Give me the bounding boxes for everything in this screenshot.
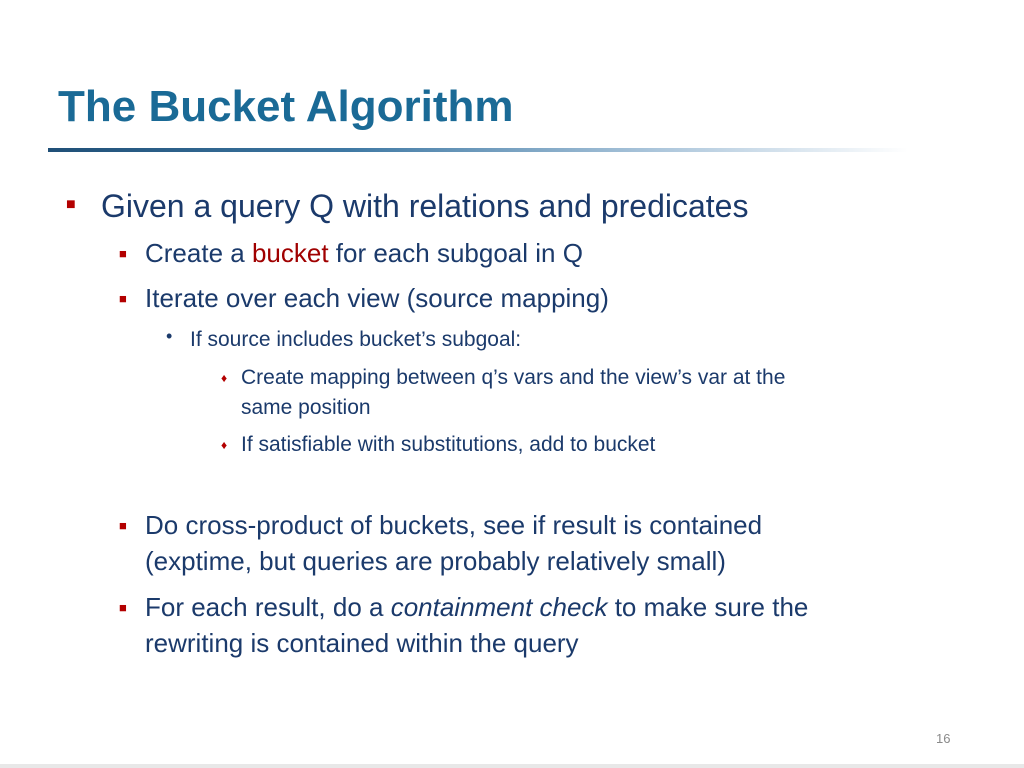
square-bullet-icon: ■	[119, 246, 127, 261]
bullet-for-each-result-1	[145, 592, 808, 623]
slide-title: The Bucket Algorithm	[58, 82, 514, 131]
bullet-cross-product-2: (exptime, but queries are probably relatively small)	[145, 546, 726, 576]
title-underline	[48, 148, 908, 152]
bottom-band	[0, 764, 1024, 768]
page-number: 16	[936, 731, 951, 746]
square-bullet-icon: ■	[119, 291, 127, 306]
foreach-suffix: to make sure the	[607, 592, 809, 622]
square-bullet-icon: ■	[119, 600, 127, 615]
bullet-given-query: Given a query Q with relations and predicates	[101, 188, 749, 224]
bullet-for-each-result-2: rewriting is contained within the query	[145, 628, 579, 658]
square-bullet-icon: ■	[119, 518, 127, 533]
square-bullet-icon: ■	[66, 196, 76, 213]
bucket-term: bucket	[251, 238, 329, 268]
bullet-create-bucket	[145, 238, 583, 269]
bullet-create-mapping-1: Create mapping between q’s vars and the view’s var at the	[241, 366, 786, 389]
bullet-if-source: If source includes bucket’s subgoal:	[190, 328, 522, 351]
bullet-iterate-views: Iterate over each view (source mapping)	[145, 283, 609, 313]
create-prefix: Create a	[145, 238, 252, 268]
diamond-bullet-icon: ♦	[221, 371, 228, 385]
containment-check-term: containment check	[390, 592, 608, 622]
diamond-bullet-icon: ♦	[221, 438, 228, 452]
bullet-cross-product-1: Do cross-product of buckets, see if result is contained	[145, 510, 763, 540]
dot-bullet-icon: •	[166, 326, 173, 346]
foreach-prefix: For each result, do a	[145, 592, 391, 622]
bullet-create-mapping-2: same position	[241, 396, 371, 419]
create-suffix: for each subgoal in Q	[328, 238, 583, 268]
bullet-satisfiable: If satisfiable with substitutions, add to bucket	[241, 433, 656, 456]
